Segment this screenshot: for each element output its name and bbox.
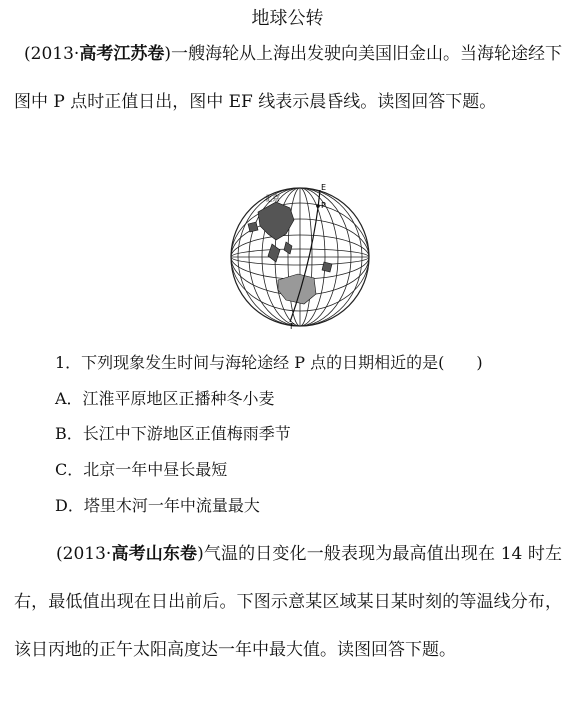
option-a[interactable]: A．江淮平原地区正播种冬小麦 [55, 389, 275, 408]
source-name-2: 高考山东卷 [111, 544, 198, 564]
section-title: 地球公转 [251, 8, 324, 29]
intro-text: )一艘海轮从上海出发驶向美国旧金山。当海轮途经下图中 P 点时正值日出，图中 EF 线表示晨昏线。读图回答下题。 [14, 44, 562, 112]
second-paragraph [14, 530, 562, 674]
label-p: P [321, 201, 326, 210]
intro-paragraph [14, 30, 562, 126]
source-year: (2013· [24, 44, 80, 64]
landmasses [248, 202, 332, 304]
source-year-2: (2013· [56, 544, 112, 564]
label-f: F [290, 322, 295, 330]
point-p [316, 204, 320, 208]
option-c[interactable]: C．北京一年中昼长最短 [55, 460, 228, 479]
option-d[interactable]: D．塔里木河一年中流量最大 [55, 496, 260, 515]
source-name: 高考江苏卷 [79, 44, 165, 64]
label-beijing: 北京 [264, 194, 280, 203]
label-e: E [321, 184, 327, 192]
question-stem: 1．下列现象发生时间与海轮途经 P 点的日期相近的是( ) [55, 353, 483, 372]
globe-figure [228, 184, 372, 330]
option-b[interactable]: B．长江中下游地区正值梅雨季节 [55, 424, 291, 443]
second-text: )气温的日变化一般表现为最高值出现在 14 时左右，最低值出现在日出前后。下图示意某区域某日某时刻的等温线分布，该日丙地的正午太阳高度达一年中最大值。读图回答下题。 [14, 544, 563, 660]
